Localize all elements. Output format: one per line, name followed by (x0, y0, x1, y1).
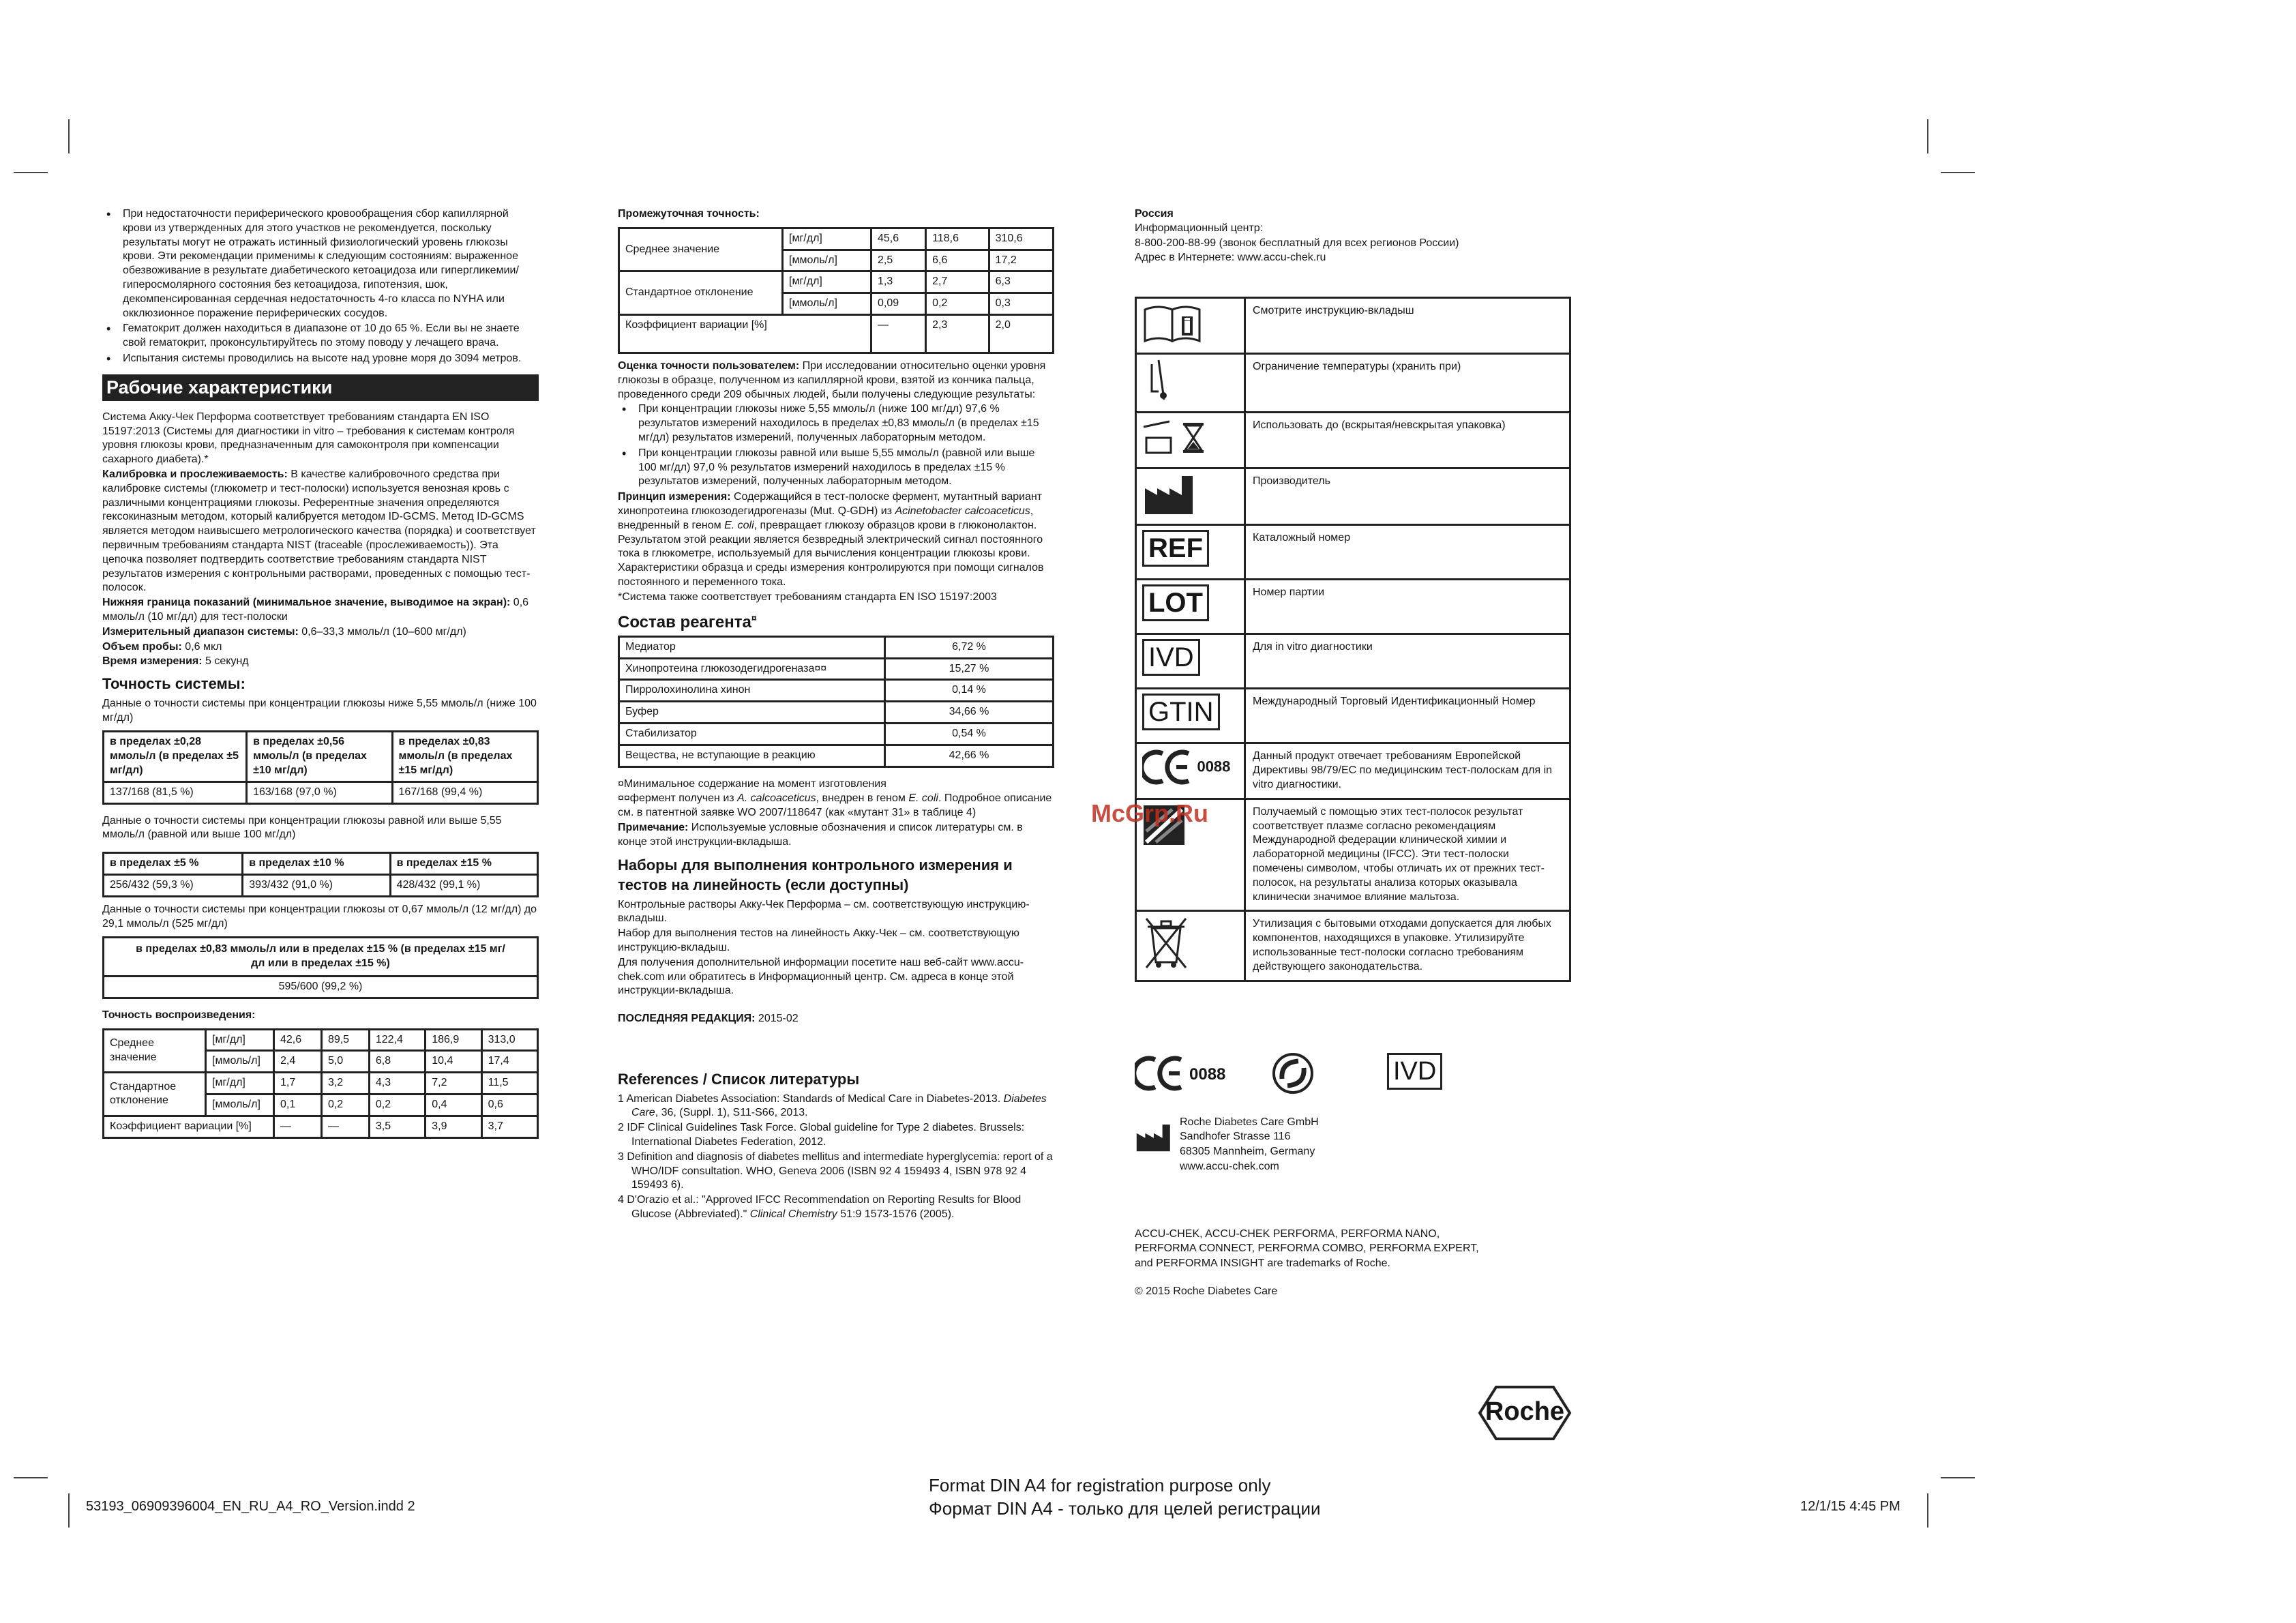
intro-text: Система Акку-Чек Перформа соответствует требованиям стандарта EN ISO 15197:2013 (Системы для диагностики in vitro – требования к системам контроля уровня глюкозы крови, предназначенным для самоконтроля при компенсации сахарного диабета).* (102, 411, 515, 466)
address-line: 68305 Mannheim, Germany (1180, 1146, 1315, 1158)
copyright: © 2015 Roche Diabetes Care (1135, 1285, 1278, 1297)
species-name: A. calcoaceticus (737, 792, 816, 805)
unit-cell: [мг/дл] (783, 271, 871, 293)
instructions-book-icon (1142, 303, 1204, 344)
symbol-description: Смотрите инструкцию-вкладыш (1245, 298, 1570, 354)
table-cell: 0,54 % (885, 723, 1054, 745)
reference-text: 3 Definition and diagnosis of diabetes mellitus and intermediate hyperglycemia: report of a WHO/IDF consultation. WHO, Geneva 2006 (ISBN 92 4 159493 4, ISBN 978 92 4 159493 6). (618, 1150, 1053, 1191)
kits-text: Набор для выполнения тестов на линейность Акку-Чек – см. соответствующую инструкцию-вкладыш. (618, 927, 1019, 954)
table-cell: 0,3 (989, 293, 1053, 315)
table-cell: 310,6 (989, 228, 1053, 250)
table-cell: Медиатор (619, 636, 885, 658)
manufacturer-factory-icon (1142, 473, 1197, 516)
principle-text: , внедренный в геном (618, 505, 1034, 531)
lower-limit-paragraph (102, 596, 539, 625)
reference-text: 4 D'Orazio et al.: "Approved IFCC Recommendation on Reporting Results for Blood Glucose (Abbreviated)." (618, 1194, 1022, 1221)
table-cell: 256/432 (59,3 %) (104, 874, 243, 896)
table-cell: 6,72 % (885, 636, 1054, 658)
table-cell: 17,2 (989, 250, 1053, 271)
reagent-title (618, 612, 1054, 633)
table-cell: 2,0 (989, 314, 1053, 353)
row-label: Среднее значение (104, 1029, 206, 1073)
row-label: Стандартное отклонение (619, 271, 783, 315)
table-cell: — (274, 1116, 322, 1137)
watermark: McGrp.Ru (1091, 799, 1209, 827)
table-cell: 3,5 (369, 1116, 425, 1137)
user-accuracy-label: Оценка точности пользователем: (618, 359, 800, 372)
journal-name: Clinical Chemistry (749, 1208, 837, 1221)
repro-table (102, 1028, 539, 1139)
marks-row (1135, 1041, 1571, 1116)
symbol-description: Использовать до (вскрытая/невскрытая упаковка) (1245, 412, 1570, 468)
table-cell: 1,3 (871, 271, 926, 293)
principle-text: Содержащийся в тест-полоске фермент, мутантный вариант хинопротеина глюкозодегидрогеназы (Mut. Q-GDH) из (618, 491, 1043, 517)
unit-cell: [мг/дл] (206, 1073, 274, 1095)
trademark-line: ACCU-CHEK, ACCU-CHEK PERFORMA, PERFORMA NANO, (1135, 1227, 1440, 1240)
unit-cell: [мг/дл] (206, 1029, 274, 1051)
table-cell: 89,5 (321, 1029, 369, 1051)
crop-mark (1927, 1493, 1928, 1528)
table-cell: 0,1 (274, 1094, 322, 1116)
lower-limit-text: 0,6 ммоль/л (10 мг/дл) для тест-полоски (102, 597, 529, 623)
table-cell: 6,8 (369, 1051, 425, 1073)
revision-paragraph (618, 1012, 1054, 1026)
table-cell: — (321, 1116, 369, 1137)
kits-text: Контрольные растворы Акку-Чек Перформа – см. соответствующую инструкцию-вкладыш. (618, 898, 1030, 925)
intermediate-precision-table (618, 227, 1054, 354)
note-text: Используемые условные обозначения и список литературы см. в конце этой инструкции-вкладыша. (618, 821, 1023, 848)
list-item: • При недостаточности периферического кровообращения сбор капиллярной крови из утвержденных для этого участков не рекомендуется, поскольку результаты могут не отражать истинный физиологический уровень глюкозы крови. Эти рекомендации применимы к следующим состояниям: выраженное обезвоживание в результате диабетического кетоацидоза или гипергликемии/гиперосмолярного состояния без кетоацидоза, гипотензия, шок, декомпенсированная сердечная недостаточность 4-го класса по NYHA или окклюзионное поражение периферических сосудов. (102, 207, 539, 321)
column-3 (1135, 207, 1571, 1300)
user-accuracy-text: При исследовании относительно оценки уровня глюкозы в образце, полученном из капиллярной крови, взятой из кончика пальца, проведенного среди 209 обычных людей, были получены следующие результаты: (618, 359, 1046, 400)
ce-mark-icon (1135, 1054, 1187, 1092)
manufacturer-address (1180, 1116, 1319, 1175)
list-item: • Испытания системы проводились на высоте над уровне моря до 3094 метров. (102, 352, 539, 366)
use-by-hourglass-icon (1142, 417, 1210, 458)
species-name: Acinetobacter calcoaceticus (895, 505, 1030, 517)
symbol-description: Ограничение температуры (хранить при) (1245, 353, 1570, 412)
table-cell: 595/600 (99,2 %) (104, 976, 538, 998)
table-cell: 118,6 (926, 228, 989, 250)
info-line: Информационный центр: (1135, 222, 1264, 234)
roche-brand: Roche (1485, 1397, 1565, 1426)
table-cell: Буфер (619, 702, 885, 724)
table-cell: 2,5 (871, 250, 926, 271)
reference-item (618, 1193, 1054, 1222)
crop-mark (1941, 172, 1975, 173)
table-cell: 0,2 (926, 293, 989, 315)
reference-item (618, 1150, 1054, 1193)
range-text: 0,6–33,3 ммоль/л (10–600 мг/дл) (298, 625, 466, 638)
section-title: Рабочие характеристики (102, 374, 539, 401)
kits-title: Наборы для выполнения контрольного измерения и тестов на линейность (если доступны) (618, 857, 1013, 894)
table-cell: 45,6 (871, 228, 926, 250)
symbol-description: Утилизация с бытовыми отходами допускается для любых компонентов, находящихся в упаковке. Утилизируйте использованные тест-полоски согласно требованиям действующего законодательства. (1245, 911, 1570, 981)
symbol-icon-cell (1136, 298, 1245, 354)
principle-paragraph (618, 490, 1054, 590)
volume-paragraph (102, 640, 539, 655)
table-cell: Стабилизатор (619, 723, 885, 745)
symbol-description: Номер партии (1245, 580, 1570, 634)
trademarks (1135, 1227, 1571, 1271)
crop-mark (68, 1493, 70, 1528)
unit-cell: [ммоль/л] (206, 1051, 274, 1073)
reference-item (618, 1121, 1054, 1150)
reagent-table (618, 636, 1054, 768)
ivd-label-icon: IVD (1142, 639, 1200, 676)
table-cell: 5,0 (321, 1051, 369, 1073)
gtin-label-icon: GTIN (1142, 694, 1220, 730)
symbol-icon-cell (1136, 580, 1245, 634)
crop-mark (68, 119, 70, 153)
ref-label-icon: REF (1142, 530, 1209, 567)
crop-mark (1941, 1477, 1975, 1478)
reagent-title-mark: ¤ (751, 612, 757, 623)
table-cell: 163/168 (97,0 %) (247, 781, 392, 803)
reference-item (618, 1092, 1054, 1121)
table-cell: 17,4 (481, 1051, 537, 1073)
footnote-text: . Подробное описание см. в патентной заявке WO 2007/118647 (как «мутант 31» в таблице 4) (618, 792, 1052, 819)
symbol-icon-cell (1136, 911, 1245, 981)
table-cell: 2,7 (926, 271, 989, 293)
address-line: Roche Diabetes Care GmbH (1180, 1116, 1319, 1128)
revision-label: ПОСЛЕДНЯЯ РЕДАКЦИЯ: (618, 1013, 756, 1025)
disposal-bin-icon (1142, 916, 1190, 970)
reference-text: 2 IDF Clinical Guidelines Task Force. Global guideline for Type 2 diabetes. Brussels: International Diabetes Federation, 2012. (618, 1122, 1025, 1148)
roche-logo (1477, 1384, 1572, 1446)
list-item: • Гематокрит должен находиться в диапазоне от 10 до 65 %. Если вы не знаете свой гематокрит, проконсультируйтесь по этому поводу у лечащего врача. (102, 322, 539, 351)
table-header-cell: в пределах ±0,56 ммоль/л (в пределах ±10 мг/дл) (247, 732, 392, 781)
table-cell: 0,6 (481, 1094, 537, 1116)
symbol-icon-cell (1136, 634, 1245, 689)
table-cell: 2,4 (274, 1051, 322, 1073)
table-cell: 6,3 (989, 271, 1053, 293)
user-accuracy-paragraph (618, 359, 1054, 402)
footer-format-ru: Формат DIN A4 - только для целей регистрации (929, 1498, 1321, 1519)
accuracy-3-text: Данные о точности системы при концентрации глюкозы от 0,67 ммоль/л (12 мг/дл) до 29,1 ммоль/л (525 мг/дл) (102, 903, 537, 929)
symbol-icon-cell (1136, 743, 1245, 799)
column-1 (102, 207, 539, 1139)
green-dot-recycle-icon (1271, 1052, 1315, 1095)
symbol-icon-cell (1136, 412, 1245, 468)
symbol-icon-cell (1136, 353, 1245, 412)
reference-text: , 36, (Suppl. 1), S11-S66, 2013. (655, 1107, 808, 1119)
symbol-description: Производитель (1245, 468, 1570, 525)
symbol-icon-cell (1136, 525, 1245, 580)
table-cell: 15,27 % (885, 658, 1054, 680)
symbol-description: Данный продукт отвечает требованиям Европейской Директивы 98/79/ЕС по медицинским тест-полоскам для in vitro диагностики. (1245, 743, 1570, 799)
accuracy-title: Точность системы: (102, 675, 245, 693)
table-cell: 4,3 (369, 1073, 425, 1095)
country-title: Россия (1135, 208, 1174, 220)
accuracy-table-1 (102, 730, 539, 804)
accuracy-table-3 (102, 936, 539, 998)
table-header-cell: в пределах ±5 % (104, 853, 243, 875)
list-item: • При концентрации глюкозы ниже 5,55 ммоль/л (ниже 100 мг/дл) 97,6 % результатов измерений находилось в пределах ±0,83 ммоль/л (в пределах ±15 мг/дл) результатов измерений, полученных лабораторным методом. (618, 402, 1054, 445)
unit-cell: [мг/дл] (783, 228, 871, 250)
table-cell: 313,0 (481, 1029, 537, 1051)
table-cell: 428/432 (99,1 %) (390, 874, 537, 896)
table-cell: 11,5 (481, 1073, 537, 1095)
table-cell: 6,6 (926, 250, 989, 271)
footnote-text: , внедрен в геном (816, 792, 909, 805)
table-cell: 0,2 (369, 1094, 425, 1116)
table-cell: 167/168 (99,4 %) (392, 781, 537, 803)
table-cell: 3,9 (426, 1116, 481, 1137)
principle-label: Принцип измерения: (618, 491, 731, 503)
species-name: E. coli (908, 792, 938, 805)
volume-label: Объем пробы: (102, 640, 182, 653)
accuracy-1-text: Данные о точности системы при концентрации глюкозы ниже 5,55 ммоль/л (ниже 100 мг/дл) (102, 697, 537, 724)
footnote-2 (618, 792, 1054, 820)
symbol-icon-cell (1136, 689, 1245, 743)
crop-mark (14, 1477, 48, 1478)
info-line: Адрес в Интернете: www.accu-chek.ru (1135, 252, 1326, 264)
table-cell: 42,66 % (885, 745, 1054, 766)
range-paragraph (102, 625, 539, 640)
table-cell: 1,7 (274, 1073, 322, 1095)
table-header-cell: в пределах ±0,83 ммоль/л или в пределах ±15 % (в пределах ±15 мг/дл или в пределах ±15 %) (104, 938, 538, 977)
table-cell: Пирролохинолина хинон (619, 680, 885, 702)
footer-format-en: Format DIN A4 for registration purpose only (929, 1475, 1271, 1495)
ivd-label-icon: IVD (1387, 1053, 1442, 1090)
note-paragraph (618, 821, 1054, 850)
row-label: Коэффициент вариации [%] (104, 1116, 274, 1137)
footnote-star: *Система также соответствует требованиям стандарта EN ISO 15197:2003 (618, 591, 997, 603)
principle-text: , превращает глюкозу образцов крови в глюконолактон. Результатом этой реакции является безвредный электрический сигнал постоянного тока в глюкометре, используемый для вычисления концентрации глюкозы крови. Характеристики образца и среды измерения контролируются при помощи сигналов постоянного и переменного тока. (618, 519, 1044, 588)
species-name: E. coli (724, 519, 754, 531)
row-label: Стандартное отклонение (104, 1073, 206, 1116)
calibration-paragraph (102, 468, 539, 595)
table-cell: — (871, 314, 926, 353)
list-item: • При концентрации глюкозы равной или выше 5,55 ммоль/л (равной или выше 100 мг/дл) 97,0 % результатов измерений находилось в пределах ±15 % результатов измерений, полученных лабораторным методом. (618, 447, 1054, 489)
crop-mark (1927, 119, 1928, 153)
table-cell: 0,4 (426, 1094, 481, 1116)
references-title: References / Список литературы (618, 1071, 860, 1088)
manufacturer-block (1135, 1116, 1571, 1197)
symbol-icon-cell (1136, 468, 1245, 525)
manufacturer-factory-icon (1135, 1122, 1173, 1152)
note-label: Примечание: (618, 821, 689, 833)
symbol-description: Каталожный номер (1245, 525, 1570, 580)
symbol-description: Международный Торговый Идентификационный Номер (1245, 689, 1570, 743)
unit-cell: [ммоль/л] (783, 293, 871, 315)
trademark-line: PERFORMA CONNECT, PERFORMA COMBO, PERFORMA EXPERT, (1135, 1242, 1479, 1255)
info-line: 8-800-200-88-99 (звонок бесплатный для всех регионов России) (1135, 237, 1459, 249)
table-cell: 3,7 (481, 1116, 537, 1137)
table-cell: 137/168 (81,5 %) (104, 781, 247, 803)
trademark-line: and PERFORMA INSIGHT are trademarks of Roche. (1135, 1257, 1390, 1270)
reference-text: 1 American Diabetes Association: Standards of Medical Care in Diabetes-2013. (618, 1092, 1004, 1105)
footer-timestamp: 12/1/15 4:45 PM (1800, 1499, 1900, 1514)
ce-number: 0088 (1189, 1064, 1226, 1084)
table-header-cell: в пределах ±10 % (243, 853, 390, 875)
row-label: Коэффициент вариации [%] (619, 314, 871, 353)
accuracy-2-text: Данные о точности системы при концентрации глюкозы равной или выше 5,55 ммоль/л (равной или выше 100 мг/дл) (102, 814, 502, 841)
crop-mark (14, 172, 48, 173)
table-cell: 7,2 (426, 1073, 481, 1095)
table-header-cell: в пределах ±15 % (390, 853, 537, 875)
time-text: 5 секунд (202, 655, 249, 668)
lower-limit-label: Нижняя граница показаний (минимальное значение, выводимое на экран): (102, 597, 511, 609)
repro-title: Точность воспроизведения: (102, 1009, 256, 1021)
ce-mark-icon (1142, 748, 1194, 786)
footnote-1: ¤Минимальное содержание на момент изготовления (618, 777, 886, 790)
table-cell: 42,6 (274, 1029, 322, 1051)
table-header-cell: в пределах ±0,83 ммоль/л (в пределах ±15 мг/дл) (392, 732, 537, 781)
symbol-description: Получаемый с помощью этих тест-полосок результат соответствует плазме согласно рекомендациям Международной федерации клинической химии и лабораторной медицины (IFCC). Эти тест-полоски помечены символом, чтобы отличать их от прежних тест-полосок, на результаты анализа которых оказывала клинически значимое влияние мальтоза. (1245, 799, 1570, 911)
row-label: Среднее значение (619, 228, 783, 271)
inter-title: Промежуточная точность: (618, 208, 760, 220)
address-line: Sandhofer Strasse 116 (1180, 1131, 1291, 1143)
symbols-table (1135, 297, 1571, 981)
table-cell: 0,2 (321, 1094, 369, 1116)
table-cell: 2,3 (926, 314, 989, 353)
reference-text: 51:9 1573-1576 (2005). (837, 1208, 955, 1221)
calibration-label: Калибровка и прослеживаемость: (102, 468, 288, 481)
table-cell: 186,9 (426, 1029, 481, 1051)
column-2 (618, 207, 1054, 1223)
footer-filename: 53193_06909396004_EN_RU_A4_RO_Version.indd 2 (86, 1499, 415, 1514)
temperature-limit-icon (1142, 359, 1183, 402)
reagent-title-text: Состав реагента (618, 612, 751, 631)
range-label: Измерительный диапазон системы: (102, 625, 299, 638)
revision-value: 2015-02 (755, 1013, 799, 1025)
limitations-list (102, 207, 539, 366)
table-cell: 0,09 (871, 293, 926, 315)
unit-cell: [ммоль/л] (206, 1094, 274, 1116)
time-paragraph (102, 655, 539, 669)
symbol-description: Для in vitro диагностики (1245, 634, 1570, 689)
footnote-text: ¤¤фермент получен из (618, 792, 738, 805)
kits-text: Для получения дополнительной информации посетите наш веб-сайт www.accu-chek.com или обратитесь в Информационный центр. См. адреса в конце этой инструкции-вкладыша. (618, 956, 1024, 997)
unit-cell: [ммоль/л] (783, 250, 871, 271)
table-cell: Вещества, не вступающие в реакцию (619, 745, 885, 766)
table-cell: 3,2 (321, 1073, 369, 1095)
ce-number: 0088 (1197, 758, 1231, 776)
calibration-text: В качестве калибровочного средства при калибровке системы (глюкометр и тест-полоски) используется венозная кровь с различными концентрациями глюкозы. Референтные значения определяются гексокиназным методом, который калибруется методом ID-GCMS. Метод ID-GCMS является методом наивысшего метрологического качества (порядка) и соответствует первичным требованиям стандарта NIST (traceable (прослеживаемость)). Эта цепочка позволяет подтвердить соответствие требованиям стандарта NIST результатов измерения с контрольными растворами, проведенных с помощью тест-полосок. (102, 468, 536, 594)
lot-label-icon: LOT (1142, 584, 1209, 621)
accuracy-table-2 (102, 852, 539, 897)
volume-text: 0,6 мкл (181, 640, 222, 653)
table-cell: 0,14 % (885, 680, 1054, 702)
table-header-cell: в пределах ±0,28 ммоль/л (в пределах ±5 мг/дл) (104, 732, 247, 781)
table-cell: 34,66 % (885, 702, 1054, 724)
table-cell: 10,4 (426, 1051, 481, 1073)
table-cell: 122,4 (369, 1029, 425, 1051)
time-label: Время измерения: (102, 655, 203, 668)
table-cell: Хинопротеина глюкозодегидрогеназа¤¤ (619, 658, 885, 680)
address-line: www.accu-chek.com (1180, 1160, 1279, 1172)
journal-name: Diabetes Care (631, 1092, 1047, 1119)
user-accuracy-list (618, 402, 1054, 489)
table-cell: 393/432 (91,0 %) (243, 874, 390, 896)
